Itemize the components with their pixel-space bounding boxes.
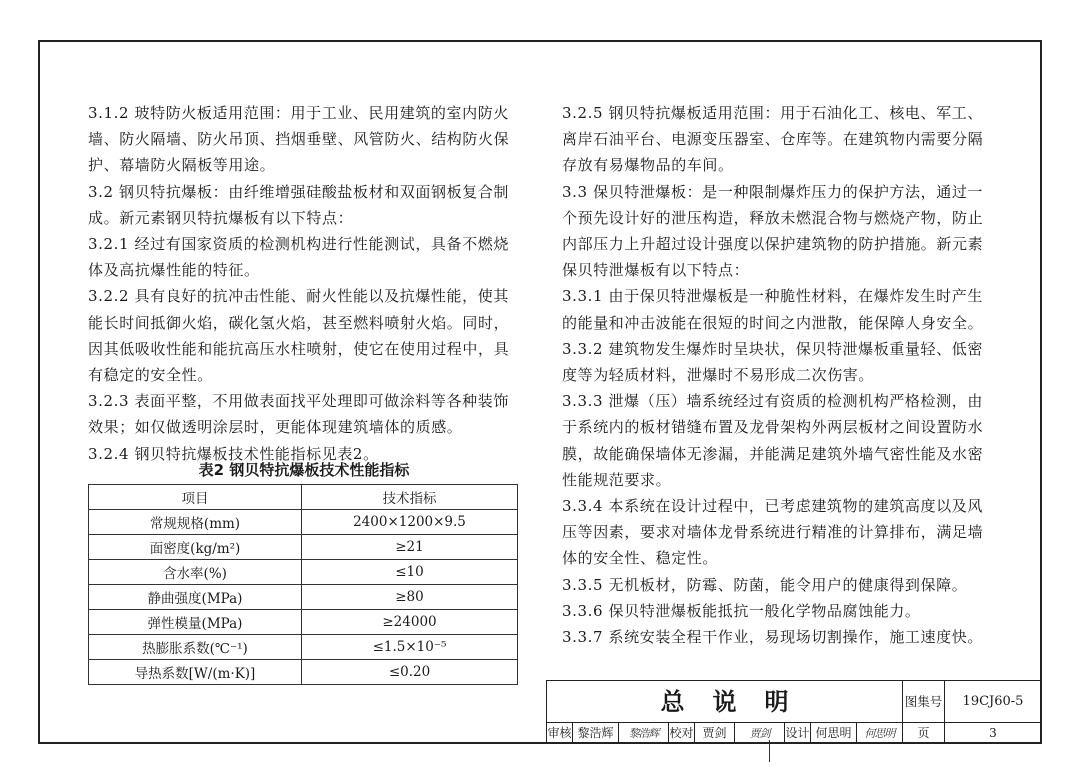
design-label: 设计	[785, 723, 811, 744]
para-3-3-1: 3.3.1 由于保贝特泄爆板是一种脆性材料，在爆炸发生时产生的能量和冲击波能在很短的时间之内泄散，能保障人身安全。	[562, 287, 984, 332]
check-label: 校对	[669, 723, 695, 744]
table-cell-item: 静曲强度(MPa)	[89, 585, 302, 610]
para-3-1-2: 3.1.2 玻特防火板适用范围：用于工业、民用建筑的室内防火墙、防火隔墙、防火吊顶、挡烟垂壁、风管防火、结构防火保护、幕墙防火隔板等用途。	[88, 104, 510, 175]
review-label: 审核	[547, 723, 573, 744]
left-column	[88, 100, 520, 467]
table-cell-item: 含水率(%)	[89, 560, 302, 585]
designer-signature: 何思明	[857, 723, 903, 744]
para-3-3: 3.3 保贝特泄爆板：是一种限制爆炸压力的保护方法，通过一个预先设计好的泄压构造，释放未燃混合物与燃烧产物，防止内部压力上升超过设计强度以保护建筑物的防护措施。新元素保贝特泄爆板有以下特点：	[562, 182, 984, 280]
sheet-title: 总说明	[547, 681, 903, 723]
table-cell-item: 导热系数[W/(m·K)]	[89, 660, 302, 685]
table-cell-item: 弹性模量(MPa)	[89, 610, 302, 635]
table-header-row	[89, 485, 518, 510]
table-cell-value: 2400×1200×9.5	[302, 510, 518, 535]
reviewer-name: 黎浩辉	[573, 723, 619, 744]
designer-name: 何思明	[811, 723, 857, 744]
table-cell-item: 面密度(kg/m²)	[89, 535, 302, 560]
table-cell-value: ≤1.5×10⁻⁵	[302, 635, 518, 660]
para-3-3-4: 3.3.4 本系统在设计过程中，已考虑建筑物的建筑高度以及风压等因素，要求对墙体龙骨系统进行精准的计算排布，满足墙体的安全性、稳定性。	[562, 497, 984, 568]
atlas-label: 图集号	[903, 681, 945, 722]
para-3-3-6: 3.3.6 保贝特泄爆板能抵抗一般化学物品腐蚀能力。	[562, 601, 921, 620]
para-3-2-2: 3.2.2 具有良好的抗冲击性能、耐火性能以及抗爆性能，使其能长时间抵御火焰，碳化氢火焰，甚至燃料喷射火焰。同时，因其低吸收性能和能抗高压水柱喷射，使它在使用过程中，具有稳定的安全性。	[88, 287, 510, 385]
para-3-3-3: 3.3.3 泄爆（压）墙系统经过有资质的检测机构严格检测，由于系统内的板材错缝布置及龙骨架构外两层板材之间设置防水膜，故能确保墙体无渗漏，并能满足建筑外墙气密性能及水密性能规范要求。	[562, 392, 984, 489]
title-block-top	[546, 680, 1040, 722]
table-cell-value: ≥21	[302, 535, 518, 560]
para-3-2-4: 3.2.4 钢贝特抗爆板技术性能指标见表2。	[88, 444, 379, 463]
table-row	[89, 535, 518, 560]
page-number: 3	[989, 726, 997, 740]
table-cell-item: 常规规格(mm)	[89, 510, 302, 535]
table-row	[89, 635, 518, 660]
para-3-2-3: 3.2.3 表面平整，不用做表面找平处理即可做涂料等各种装饰效果；如仅做透明涂层时，更能体现建筑墙体的质感。	[88, 392, 509, 437]
table-row	[89, 660, 518, 685]
table-header-item: 项目	[89, 485, 302, 510]
reviewer-signature: 黎浩辉	[619, 723, 669, 744]
spec-table	[88, 484, 518, 685]
para-3-2-1: 3.2.1 经过有国家资质的检测机构进行性能测试，具备不燃烧体及高抗爆性能的特征。	[88, 235, 509, 280]
page-label: 页	[903, 723, 945, 744]
table-cell-value: ≤0.20	[302, 660, 518, 685]
table-row	[89, 560, 518, 585]
table-row	[89, 585, 518, 610]
table-cell-item: 热膨胀系数(℃⁻¹)	[89, 635, 302, 660]
checker-signature: 贾剑	[735, 723, 785, 744]
table-header-value: 技术指标	[302, 485, 518, 510]
checker-name: 贾剑	[695, 723, 735, 744]
table-cell-value: ≥80	[302, 585, 518, 610]
para-3-2-5: 3.2.5 钢贝特抗爆板适用范围：用于石油化工、核电、军工、离岸石油平台、电源变压器室、仓库等。在建筑物内需要分隔存放有易爆物品的车间。	[562, 104, 984, 175]
para-3-2: 3.2 钢贝特抗爆板：由纤维增强硅酸盐板材和双面钢板复合制成。新元素钢贝特抗爆板有以下特点：	[88, 182, 510, 227]
table-cell-value: ≥24000	[302, 610, 518, 635]
table-cell-value: ≤10	[302, 560, 518, 585]
para-3-3-2: 3.3.2 建筑物发生爆炸时呈块状，保贝特泄爆板重量轻、低密度等为轻质材料，泄爆时不易形成二次伤害。	[562, 339, 983, 385]
atlas-number: 19CJ60-5	[962, 694, 1024, 709]
right-column	[562, 100, 994, 650]
binding-tick-mark	[769, 740, 770, 762]
table-row	[89, 610, 518, 635]
title-block-bottom	[546, 722, 1040, 744]
table-title: 表2 钢贝特抗爆板技术性能指标	[198, 461, 410, 479]
para-3-3-7: 3.3.7 系统安装全程干作业，易现场切割操作，施工速度快。	[562, 628, 983, 647]
table-row	[89, 510, 518, 535]
para-3-3-5: 3.3.5 无机板材，防霉、防菌，能令用户的健康得到保障。	[562, 575, 968, 594]
